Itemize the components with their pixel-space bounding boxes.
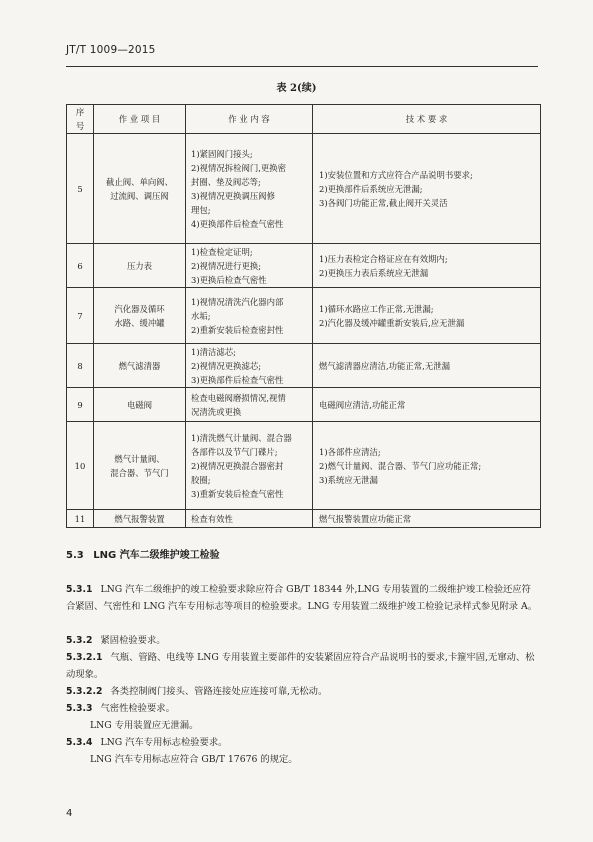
work-item-line: 水路、缓冲罐 bbox=[114, 317, 165, 328]
column-header-content: 作 业 内 容 bbox=[186, 105, 313, 134]
work-item-cell bbox=[94, 388, 186, 422]
clause-text: 紧固检验要求。 bbox=[100, 635, 166, 646]
work-content-line: 2)视情况进行更换; bbox=[191, 260, 262, 271]
work-content-line: 2)视情况更换滤芯; bbox=[191, 360, 262, 371]
technical-requirements-line: 3)系统应无泄漏 bbox=[319, 474, 378, 485]
work-content-line: 理包; bbox=[191, 204, 211, 215]
table-row bbox=[67, 510, 541, 528]
work-content-cell bbox=[186, 510, 313, 528]
table-row bbox=[67, 244, 541, 288]
clause-text: 气瓶、管路、电线等 LNG 专用装置主要部件的安装紧固应符合产品说明书的要求,卡箍牢固,无窜动、松动现象。 bbox=[66, 652, 535, 680]
technical-requirements-line: 2)更换部件后系统应无泄漏; bbox=[319, 183, 423, 194]
work-item-line: 过流阀、调压阀 bbox=[110, 190, 169, 201]
work-content-cell bbox=[186, 344, 313, 388]
paragraph-5-3-4 bbox=[66, 734, 540, 751]
work-content-cell bbox=[186, 134, 313, 244]
section-title bbox=[66, 546, 220, 561]
work-content-line: 3)重新安装后检查气密性 bbox=[191, 488, 284, 499]
clause-number: 5.3.2.2 bbox=[66, 686, 103, 697]
work-content-line: 2)重新安装后检查密封性 bbox=[191, 324, 284, 335]
technical-requirements-cell bbox=[313, 510, 541, 528]
header-rule bbox=[66, 66, 538, 67]
work-content-line: 胶圈; bbox=[191, 474, 211, 485]
technical-requirements-cell bbox=[313, 344, 541, 388]
work-item-line: 燃气计量阀、 bbox=[114, 453, 165, 464]
technical-requirements-line: 2)更换压力表后系统应无泄漏 bbox=[319, 267, 429, 278]
work-content-line: 况清洗或更换 bbox=[191, 406, 242, 417]
technical-requirements-line: 燃气滤清器应清洁,功能正常,无泄漏 bbox=[319, 360, 450, 371]
work-content-line: 1)清洗燃气计量阀、混合器 bbox=[191, 432, 292, 443]
page-number: 4 bbox=[66, 808, 73, 819]
work-item-line: 燃气滤清器 bbox=[118, 360, 161, 371]
table-row bbox=[67, 288, 541, 344]
work-content-cell bbox=[186, 288, 313, 344]
technical-requirements-line: 2)燃气计量阀、混合器、节气门应功能正常; bbox=[319, 460, 482, 471]
table-header-row bbox=[67, 105, 541, 134]
clause-number: 5.3.2.1 bbox=[66, 652, 103, 663]
paragraph-5-3-1 bbox=[66, 581, 540, 615]
work-content-line: 1)视情况清洗汽化器内部 bbox=[191, 296, 284, 307]
clause-text: LNG 汽车专用标志应符合 GB/T 17676 的规定。 bbox=[90, 754, 298, 765]
clause-number: 5.3.3 bbox=[66, 703, 93, 714]
clause-text: 气密性检验要求。 bbox=[100, 703, 175, 714]
section-heading: LNG 汽车二级维护竣工检验 bbox=[93, 550, 220, 561]
work-content-line: 3)更换后检查气密性 bbox=[191, 274, 267, 285]
work-content-line: 1)检查检定证明; bbox=[191, 246, 253, 257]
row-number: 7 bbox=[67, 288, 94, 344]
column-header-item: 作 业 项 目 bbox=[94, 105, 186, 134]
row-number: 6 bbox=[67, 244, 94, 288]
table-row bbox=[67, 344, 541, 388]
column-header-requirements: 技 术 要 求 bbox=[313, 105, 541, 134]
row-number: 10 bbox=[67, 422, 94, 510]
technical-requirements-line: 燃气报警装置应功能正常 bbox=[319, 513, 412, 524]
row-number: 9 bbox=[67, 388, 94, 422]
document-code: JT/T 1009—2015 bbox=[66, 44, 156, 56]
work-item-line: 截止阀、单向阀、 bbox=[106, 176, 173, 187]
work-content-line: 1)清洁滤芯; bbox=[191, 346, 236, 357]
work-content-cell bbox=[186, 244, 313, 288]
technical-requirements-line: 2)汽化器及缓冲罐重新安装后,应无泄漏 bbox=[319, 317, 465, 328]
work-content-line: 2)视情况拆检阀门,更换密 bbox=[191, 162, 287, 173]
clause-number: 5.3.4 bbox=[66, 737, 93, 748]
paragraph-5-3-2-2 bbox=[66, 683, 540, 700]
table-caption: 表 2(续) bbox=[276, 83, 317, 94]
work-content-line: 4)更换部件后检查气密性 bbox=[191, 218, 284, 229]
work-item-line: 压力表 bbox=[126, 260, 153, 271]
work-content-cell bbox=[186, 422, 313, 510]
work-content-line: 1)紧固阀门接头; bbox=[191, 148, 253, 159]
clause-text: LNG 专用装置应无泄漏。 bbox=[90, 720, 199, 731]
paragraph-5-3-2 bbox=[66, 632, 540, 649]
clause-text: 各类控制阀门接头、管路连接处应连接可靠,无松动。 bbox=[110, 686, 328, 697]
paragraph-5-3-3 bbox=[66, 700, 540, 717]
work-content-cell bbox=[186, 388, 313, 422]
work-content-line: 封圈、垫及阀芯等; bbox=[191, 176, 261, 187]
maintenance-table bbox=[66, 104, 541, 528]
paragraph-5-3-2-1 bbox=[66, 649, 540, 683]
work-content-line: 3)更换部件后检查气密性 bbox=[191, 374, 284, 385]
work-item-cell bbox=[94, 344, 186, 388]
technical-requirements-cell bbox=[313, 244, 541, 288]
technical-requirements-cell bbox=[313, 288, 541, 344]
table-row bbox=[67, 134, 541, 244]
work-item-line: 汽化器及循环 bbox=[114, 303, 165, 314]
clause-number: 5.3.1 bbox=[66, 584, 93, 595]
clause-number: 5.3.2 bbox=[66, 635, 93, 646]
work-item-cell bbox=[94, 134, 186, 244]
table-row bbox=[67, 388, 541, 422]
work-item-cell bbox=[94, 510, 186, 528]
work-content-line: 各部件以及节气门碟片; bbox=[191, 446, 278, 457]
work-content-line: 水垢; bbox=[191, 310, 211, 321]
technical-requirements-line: 电磁阀应清洁,功能正常 bbox=[319, 399, 406, 410]
technical-requirements-cell bbox=[313, 422, 541, 510]
clause-text: LNG 汽车专用标志检验要求。 bbox=[100, 737, 228, 748]
technical-requirements-cell bbox=[313, 388, 541, 422]
row-number: 11 bbox=[67, 510, 94, 528]
work-item-line: 混合器、节气门 bbox=[110, 467, 169, 478]
work-content-line: 3)视情况更换调压阀修 bbox=[191, 190, 275, 201]
row-number: 5 bbox=[67, 134, 94, 244]
work-content-line: 2)视情况更换混合器密封 bbox=[191, 460, 284, 471]
technical-requirements-cell bbox=[313, 134, 541, 244]
table-row bbox=[67, 422, 541, 510]
clause-text: LNG 汽车二级维护的竣工检验要求除应符合 GB/T 18344 外,LNG 专用装置的二级维护竣工检验还应符合紧固、气密性和 LNG 汽车专用标志等项目的检验要求。LNG 专用装置二级维护竣工检验记录样式参见附录 A。 bbox=[66, 584, 538, 612]
technical-requirements-line: 3)各阀门功能正常,截止阀开关灵活 bbox=[319, 197, 448, 208]
work-item-cell bbox=[94, 244, 186, 288]
technical-requirements-line: 1)压力表检定合格证应在有效期内; bbox=[319, 253, 448, 264]
row-number: 8 bbox=[67, 344, 94, 388]
section-number: 5.3 bbox=[66, 550, 84, 561]
technical-requirements-line: 1)各部件应清洁; bbox=[319, 446, 381, 457]
column-header-no: 序号 bbox=[67, 105, 94, 134]
work-item-cell bbox=[94, 422, 186, 510]
paragraph-5-3-3-body bbox=[66, 717, 540, 734]
work-content-line: 检查有效性 bbox=[191, 513, 233, 524]
work-item-line: 燃气报警装置 bbox=[114, 513, 165, 524]
technical-requirements-line: 1)安装位置和方式应符合产品说明书要求; bbox=[319, 169, 473, 180]
work-content-line: 检查电磁阀磨损情况,视情 bbox=[191, 392, 286, 403]
work-item-cell bbox=[94, 288, 186, 344]
technical-requirements-line: 1)循环水路应工作正常,无泄漏; bbox=[319, 303, 434, 314]
paragraph-5-3-4-body bbox=[66, 751, 540, 768]
work-item-line: 电磁阀 bbox=[126, 399, 153, 410]
